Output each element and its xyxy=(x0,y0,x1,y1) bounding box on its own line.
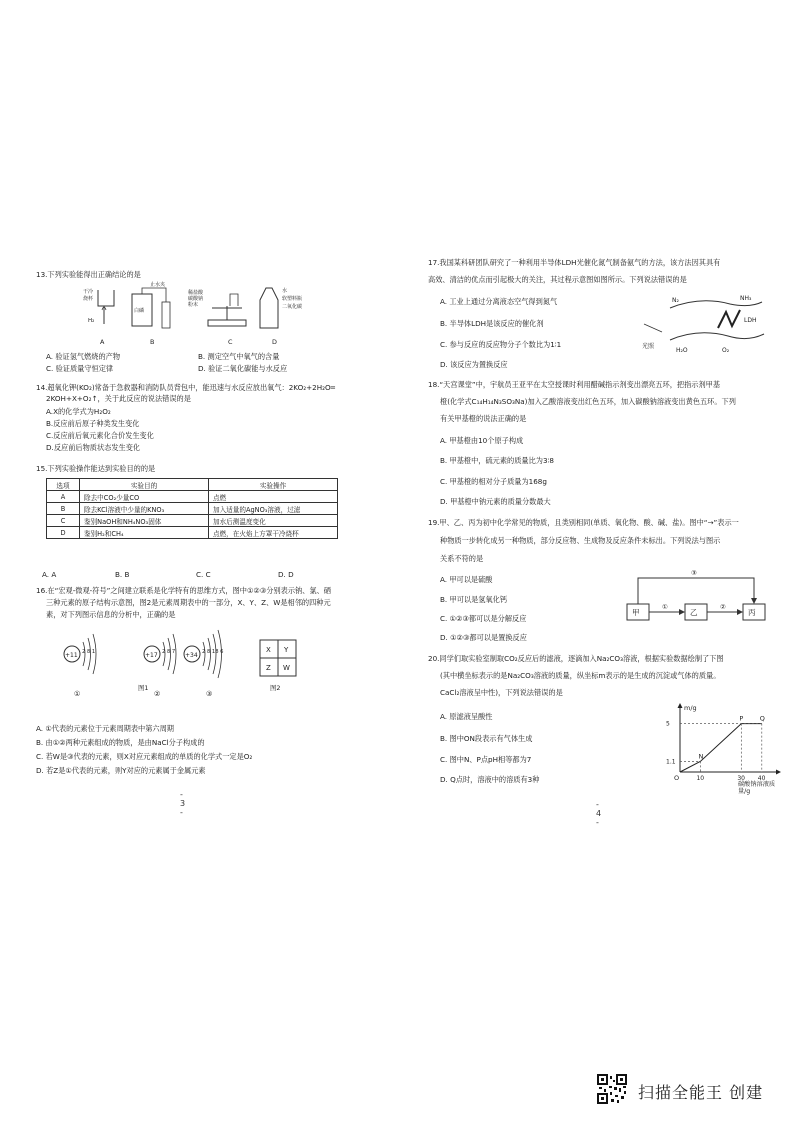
atom-selenium xyxy=(184,630,223,698)
q13-option-c: C. 验证质量守恒定律 xyxy=(46,364,114,373)
q13-label-c2: 碳酸钠 xyxy=(188,296,204,302)
q16-option-d: D. 若Z是①代表的元素，则Y对应的元素属于金属元素 xyxy=(36,766,206,775)
point-label-q: Q xyxy=(759,714,765,723)
q15-table xyxy=(46,478,338,539)
table-header: 实验操作 xyxy=(209,479,338,491)
q19-conversion-diagram xyxy=(625,564,775,628)
q18-line-2: 橙(化学式C₁₄H₁₄N₃SO₃Na)加入乙酸溶液变出红色五环，加入碳酸钠溶液变出黄色五环。下列 xyxy=(440,397,736,406)
series-line xyxy=(680,724,762,772)
table-cell: 点燃，在火焰上方罩干冷烧杯 xyxy=(209,527,338,539)
box-bing: 丙 xyxy=(748,608,756,617)
q17-ldh-diagram xyxy=(640,290,780,358)
table-row xyxy=(47,515,338,527)
q13-option-d: D. 验证二氧化碳能与水反应 xyxy=(198,364,288,373)
y-axis-label: m/g xyxy=(684,704,697,712)
grid-cell-z: Z xyxy=(266,664,271,672)
q20-x-axis-label: 碳酸钠溶液质量/g xyxy=(738,781,776,795)
atom-shells: 2 8 1 xyxy=(82,649,96,655)
q16-option-b: B. 由①②两种元素组成的物质，是由NaCl分子构成的 xyxy=(36,738,205,747)
arrow-label-2: ② xyxy=(720,603,726,611)
table-row xyxy=(47,503,338,515)
q13-letter-d: D xyxy=(272,338,277,346)
q17-option-a: A. 工业上通过分离液态空气得到氮气 xyxy=(440,297,558,306)
x-tick-label: 30 xyxy=(737,775,745,782)
q20-line-3: CaCl₂溶液呈中性)，下列说法错误的是 xyxy=(440,688,563,697)
table-cell: D xyxy=(47,527,80,539)
q13-letter-a: A xyxy=(100,338,105,346)
q13-letter-c: C xyxy=(228,338,233,346)
q19-option-a: A. 甲可以是硫酸 xyxy=(440,575,493,584)
q15-stem: 15.下列实验操作能达到实验目的的是 xyxy=(36,464,156,473)
q20-line-2: (其中横坐标表示的是Na₂CO₃溶液的质量，纵坐标m表示的是生成的沉淀或气体的质量。 xyxy=(440,671,721,680)
q17-label-n2: N₂ xyxy=(672,297,679,304)
q13-label-a2: 烧杯 xyxy=(83,296,94,302)
table-cell: B xyxy=(47,503,80,515)
y-axis-arrow xyxy=(678,703,683,708)
table-row xyxy=(47,527,338,539)
table-cell: 除去KCl溶液中少量的KNO₃ xyxy=(80,503,209,515)
q17-label-light: 光照 xyxy=(642,343,655,350)
arrow-label-3: ③ xyxy=(691,569,697,577)
q17-label-o2: O₂ xyxy=(722,347,730,354)
q17-option-d: D. 该反应为置换反应 xyxy=(440,360,508,369)
atom-chlorine xyxy=(144,634,176,698)
q17-label-h2o: H₂O xyxy=(676,347,688,354)
q13-letter-b: B xyxy=(150,338,155,346)
q20-option-d: D. Q点时，溶液中的溶质有3种 xyxy=(440,775,540,784)
q14-option-c: C.反应前后氧元素化合价发生变化 xyxy=(46,431,154,440)
box-yi: 乙 xyxy=(690,608,698,617)
x-tick-label: 10 xyxy=(696,775,705,782)
grid-cell-x: X xyxy=(266,646,271,654)
q13-label-b1: 止水夹 xyxy=(150,282,166,288)
q19-line-3: 关系不符的是 xyxy=(440,554,484,563)
atom-shells: 2 8 7 xyxy=(162,649,176,655)
grid-cell-w: W xyxy=(283,664,290,672)
atom-nucleus: +34 xyxy=(185,652,198,659)
q13-label-d1: 水 xyxy=(282,288,288,294)
q15-answer-c: C. C xyxy=(196,570,211,579)
q13-stem: 13.下列实验能得出正确结论的是 xyxy=(36,270,141,279)
q15-answer-d: D. D xyxy=(278,570,294,579)
table-cell: 加入适量的AgNO₃溶液，过滤 xyxy=(209,503,338,515)
atom-sodium xyxy=(64,634,96,698)
q17-line-2: 高效、清洁的优点而引起极大的关注，其过程示意图如图所示。下列说法错误的是 xyxy=(428,275,687,284)
q15-answer-a: A. A xyxy=(42,570,57,579)
periodic-grid xyxy=(260,640,296,676)
y-tick-label: 5 xyxy=(666,720,670,728)
q19-line-2: 种物质一步转化成另一种物质，部分反应物、生成物及反应条件未标出。下列说法与图示 xyxy=(440,536,721,545)
table-cell: A xyxy=(47,491,80,503)
q18-line-1: 18.“天宫课堂”中，宇航员王亚平在太空授课时利用醋碱指示剂变出漂亮五环，把指示剂甲基 xyxy=(428,380,721,389)
q19-option-b: B. 甲可以是氢氧化钙 xyxy=(440,595,508,604)
q14-line-1: 14.超氧化钾(KO₂)常备于急救器和消防队员背包中，能迅速与水反应放出氧气：2KO₂+2H₂O═ xyxy=(36,383,336,392)
q13-option-b: B. 测定空气中氧气的含量 xyxy=(198,352,280,361)
table-header-row xyxy=(47,479,338,491)
q16-option-c: C. 若W是③代表的元素，则X对应元素组成的单质的化学式一定是O₂ xyxy=(36,752,253,761)
atom-mark: ① xyxy=(74,690,81,698)
q16-fig1-label: 图1 xyxy=(138,684,149,692)
table-cell: 鉴别NaOH和NH₄NO₃固体 xyxy=(80,515,209,527)
table-header: 实验目的 xyxy=(80,479,209,491)
q16-line-3: 素，对下列图示信息的分析中，正确的是 xyxy=(46,610,176,619)
q18-option-d: D. 甲基橙中钠元素的质量分数最大 xyxy=(440,497,551,506)
table-cell: 除去中CO₂少量CO xyxy=(80,491,209,503)
table-header: 选项 xyxy=(47,479,80,491)
q17-line-1: 17.我国某科研团队研究了一种利用半导体LDH光催化氮气制备氨气的方法，该方法因其具有 xyxy=(428,258,721,267)
q16-option-a: A. ①代表的元素位于元素周期表中第六周期 xyxy=(36,724,174,733)
q18-option-c: C. 甲基橙的相对分子质量为168g xyxy=(440,477,547,486)
atom-shells: 2 8 18 6 xyxy=(202,649,224,655)
atom-mark: ② xyxy=(154,690,161,698)
q19-option-c: C. ①②③都可以是分解反应 xyxy=(440,614,527,623)
q18-option-a: A. 甲基橙由10个原子构成 xyxy=(440,436,524,445)
q14-option-d: D.反应前后物质状态发生变化 xyxy=(46,443,141,452)
q13-label-c3: 粉末 xyxy=(188,302,199,308)
atom-nucleus: +17 xyxy=(145,652,158,659)
q13-label-d2: 软塑料瓶 xyxy=(282,296,303,302)
q16-line-2: 三种元素的原子结构示意图，图2是元素周期表中的一部分，X、Y、Z、W是相邻的四种元 xyxy=(46,598,331,607)
q20-option-c: C. 图中N、P点pH相等都为7 xyxy=(440,755,532,764)
table-cell: 鉴别H₂和CH₄ xyxy=(80,527,209,539)
q14-option-b: B.反应前后原子种类发生变化 xyxy=(46,419,140,428)
table-cell: 点燃 xyxy=(209,491,338,503)
q15-answer-b: B. B xyxy=(115,570,130,579)
scanner-brand: 扫描全能王 创建 xyxy=(638,1083,764,1102)
q17-option-c: C. 参与反应的反应物分子个数比为1∶1 xyxy=(440,340,562,349)
q17-label-nh3: NH₃ xyxy=(740,295,752,302)
atom-mark: ③ xyxy=(206,690,213,698)
point-label-o: O xyxy=(674,774,680,782)
q16-fig2-label: 图2 xyxy=(270,684,281,692)
q13-label-a1: 干冷 xyxy=(83,289,94,295)
q16-atom-diagrams xyxy=(56,626,346,708)
q20-option-b: B. 图中ON段表示有气体生成 xyxy=(440,734,533,743)
table-row xyxy=(47,491,338,503)
q18-option-b: B. 甲基橙中，硫元素的质量比为3∶8 xyxy=(440,456,554,465)
q19-line-1: 19.甲、乙、丙为初中化学常见的物质，且类别相同(单质、氧化物、酸、碱、盐)。图中“→”表示一 xyxy=(428,518,739,527)
page-number-left: - 3 - xyxy=(180,790,186,817)
q13-label-a3: H₂ xyxy=(88,318,95,324)
q13-label-d3: 二氧化碳 xyxy=(282,304,303,310)
box-jia: 甲 xyxy=(632,608,640,617)
q17-label-ldh: LDH xyxy=(744,317,757,324)
q14-option-a: A.X的化学式为H₂O₂ xyxy=(46,407,111,416)
q16-line-1: 16.在“宏观-微观-符号”之间建立联系是化学特有的思维方式，图中①②③分别表示钠、氯、硒 xyxy=(36,586,331,595)
grid-cell-y: Y xyxy=(284,646,289,654)
arrow-label-1: ① xyxy=(662,603,668,611)
y-tick-label: 1.1 xyxy=(666,758,676,766)
x-tick-label: 40 xyxy=(757,775,766,782)
page-number-right: - 4 - xyxy=(596,800,602,827)
q20-option-a: A. 原滤液呈酸性 xyxy=(440,712,493,721)
q13-apparatus xyxy=(80,280,310,338)
x-axis-arrow xyxy=(776,770,781,775)
q18-line-3: 有关甲基橙的说法正确的是 xyxy=(440,414,527,423)
q17-option-b: B. 半导体LDH是该反应的催化剂 xyxy=(440,319,544,328)
table-cell: C xyxy=(47,515,80,527)
point-label-p: P xyxy=(739,714,744,723)
q20-line-1: 20.同学们取实验室制取CO₂反应后的滤液，逐滴加入Na₂CO₃溶液，根据实验数据绘制了下图 xyxy=(428,654,724,663)
atom-nucleus: +11 xyxy=(65,652,78,659)
q14-line-2: 2KOH+X+O₂↑，关于此反应的说法错误的是 xyxy=(46,394,191,403)
q13-label-b2: 白磷 xyxy=(134,308,145,314)
qr-code-icon xyxy=(597,1074,627,1104)
q13-label-c1: 稀盐酸 xyxy=(188,290,204,296)
q13-option-a: A. 验证氢气燃烧的产物 xyxy=(46,352,121,361)
q19-option-d: D. ①②③都可以是置换反应 xyxy=(440,633,527,642)
table-cell: 加水后测温度变化 xyxy=(209,515,338,527)
point-label-n: N xyxy=(698,752,704,761)
